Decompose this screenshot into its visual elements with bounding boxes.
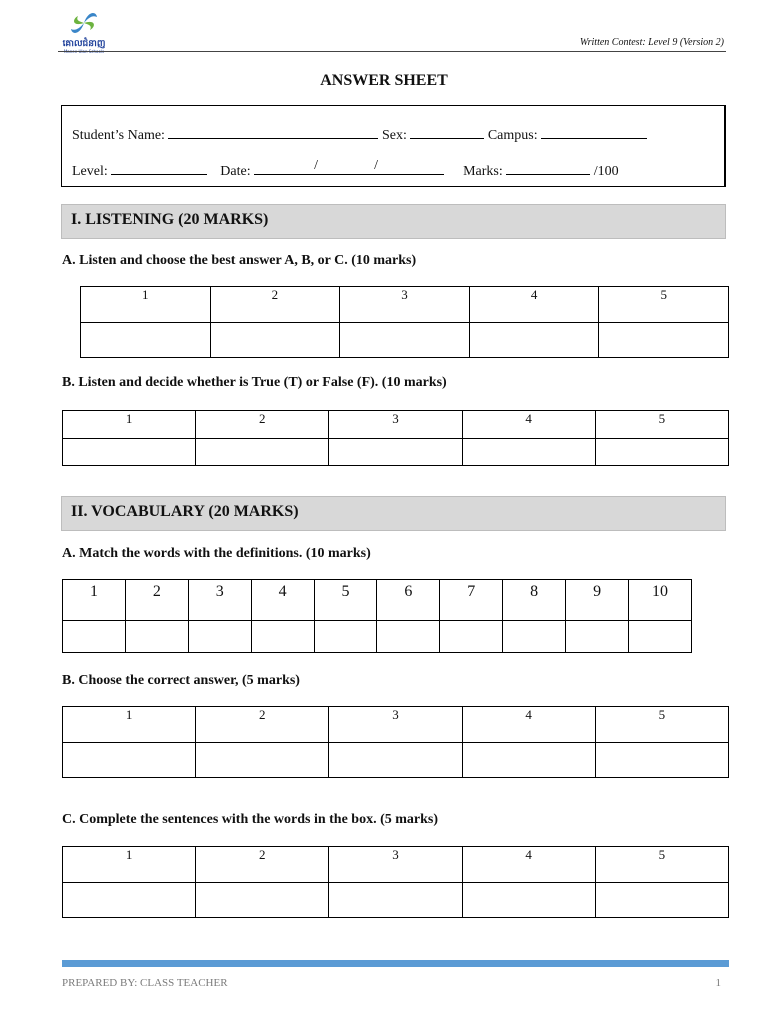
listening-part-a-table: [80, 286, 729, 358]
answer-cell[interactable]: [329, 439, 462, 466]
listening-section-header: [61, 204, 726, 239]
answer-cell[interactable]: [63, 621, 126, 653]
answer-cell[interactable]: [251, 621, 314, 653]
table-header-cell: 1: [63, 847, 196, 883]
answer-cell[interactable]: [63, 883, 196, 918]
logo-text: គោលជំនាញ: [62, 39, 106, 49]
answer-cell[interactable]: [63, 743, 196, 778]
table-header-cell: 5: [314, 580, 377, 621]
table-header-cell: 1: [63, 580, 126, 621]
vocabulary-part-c-heading: C. Complete the sentences with the words in the box. (5 marks): [62, 812, 439, 827]
date-field[interactable]: [254, 160, 444, 175]
level-label: Level:: [72, 164, 108, 179]
header-divider: [58, 51, 726, 52]
date-separator: /: [374, 158, 378, 173]
table-header-cell: 5: [595, 707, 728, 743]
table-header-cell: 10: [629, 580, 692, 621]
table-header-cell: 3: [340, 287, 470, 323]
answer-cell[interactable]: [595, 883, 728, 918]
answer-cell[interactable]: [462, 743, 595, 778]
listening-heading: I. LISTENING (20 MARKS): [71, 211, 269, 228]
table-header-cell: 7: [440, 580, 503, 621]
vocabulary-part-b-heading: B. Choose the correct answer, (5 marks): [62, 673, 300, 688]
name-label: Student’s Name:: [72, 128, 165, 143]
footer-prepared-by: PREPARED BY: CLASS TEACHER: [62, 977, 228, 989]
answer-cell[interactable]: [440, 621, 503, 653]
table-header-cell: 1: [63, 707, 196, 743]
info-row-2: [72, 160, 619, 180]
answer-cell[interactable]: [462, 883, 595, 918]
vocabulary-part-b-table: [62, 706, 729, 778]
answer-cell[interactable]: [566, 621, 629, 653]
vocabulary-part-a-heading: A. Match the words with the definitions. (10 marks): [62, 546, 371, 561]
answer-cell[interactable]: [599, 323, 729, 358]
date-separator: /: [314, 158, 318, 173]
table-header-cell: 6: [377, 580, 440, 621]
answer-cell[interactable]: [595, 743, 728, 778]
table-header-cell: 1: [81, 287, 211, 323]
listening-part-b-table: [62, 410, 729, 466]
vocabulary-section-header: [61, 496, 726, 531]
info-row-1: [72, 124, 647, 144]
vocabulary-heading: II. VOCABULARY (20 MARKS): [71, 503, 299, 520]
answer-cell[interactable]: [377, 621, 440, 653]
answer-cell[interactable]: [340, 323, 470, 358]
table-header-cell: 5: [599, 287, 729, 323]
page-number: 1: [715, 977, 721, 989]
answer-cell[interactable]: [329, 743, 462, 778]
table-header-cell: 2: [196, 411, 329, 439]
logo-subtext: Manee Ulan Schools: [63, 49, 105, 54]
campus-label: Campus:: [487, 128, 538, 143]
answer-cell[interactable]: [629, 621, 692, 653]
marks-label: Marks:: [463, 164, 503, 179]
answer-cell[interactable]: [329, 883, 462, 918]
answer-cell[interactable]: [196, 883, 329, 918]
answer-cell[interactable]: [81, 323, 211, 358]
table-header-cell: 4: [462, 707, 595, 743]
table-header-cell: 5: [595, 411, 728, 439]
table-header-cell: 5: [595, 847, 728, 883]
student-info-box: [61, 105, 726, 187]
answer-cell[interactable]: [196, 439, 329, 466]
footer-divider: [62, 960, 729, 967]
school-logo: [58, 8, 110, 54]
vocabulary-part-a-table: [62, 579, 692, 653]
table-header-cell: 8: [503, 580, 566, 621]
table-header-cell: 1: [63, 411, 196, 439]
table-header-cell: 3: [329, 847, 462, 883]
answer-cell[interactable]: [196, 743, 329, 778]
vocabulary-part-c-table: [62, 846, 729, 918]
table-header-cell: 4: [462, 847, 595, 883]
page-title: ANSWER SHEET: [320, 72, 448, 89]
campus-field[interactable]: [541, 124, 647, 139]
table-header-cell: 2: [125, 580, 188, 621]
answer-cell[interactable]: [63, 439, 196, 466]
table-header-cell: 3: [188, 580, 251, 621]
marks-field[interactable]: [506, 160, 590, 175]
answer-cell[interactable]: [188, 621, 251, 653]
name-field[interactable]: [168, 124, 378, 139]
table-header-cell: 4: [469, 287, 599, 323]
answer-cell[interactable]: [595, 439, 728, 466]
table-header-cell: 3: [329, 411, 462, 439]
answer-cell[interactable]: [210, 323, 340, 358]
table-header-cell: 4: [462, 411, 595, 439]
answer-cell[interactable]: [503, 621, 566, 653]
table-header-cell: 3: [329, 707, 462, 743]
level-field[interactable]: [111, 160, 207, 175]
answer-cell[interactable]: [462, 439, 595, 466]
sex-label: Sex:: [381, 128, 407, 143]
listening-part-b-heading: B. Listen and decide whether is True (T) or False (F). (10 marks): [62, 375, 447, 390]
table-header-cell: 9: [566, 580, 629, 621]
table-header-cell: 2: [210, 287, 340, 323]
answer-cell[interactable]: [469, 323, 599, 358]
answer-cell[interactable]: [125, 621, 188, 653]
answer-cell[interactable]: [314, 621, 377, 653]
table-header-cell: 4: [251, 580, 314, 621]
contest-label: Written Contest: Level 9 (Version 2): [579, 37, 724, 48]
listening-part-a-heading: A. Listen and choose the best answer A, B, or C. (10 marks): [62, 253, 417, 268]
marks-total: /100: [593, 164, 619, 179]
table-header-cell: 2: [196, 707, 329, 743]
sex-field[interactable]: [410, 124, 484, 139]
table-header-cell: 2: [196, 847, 329, 883]
date-label: Date:: [220, 164, 251, 179]
